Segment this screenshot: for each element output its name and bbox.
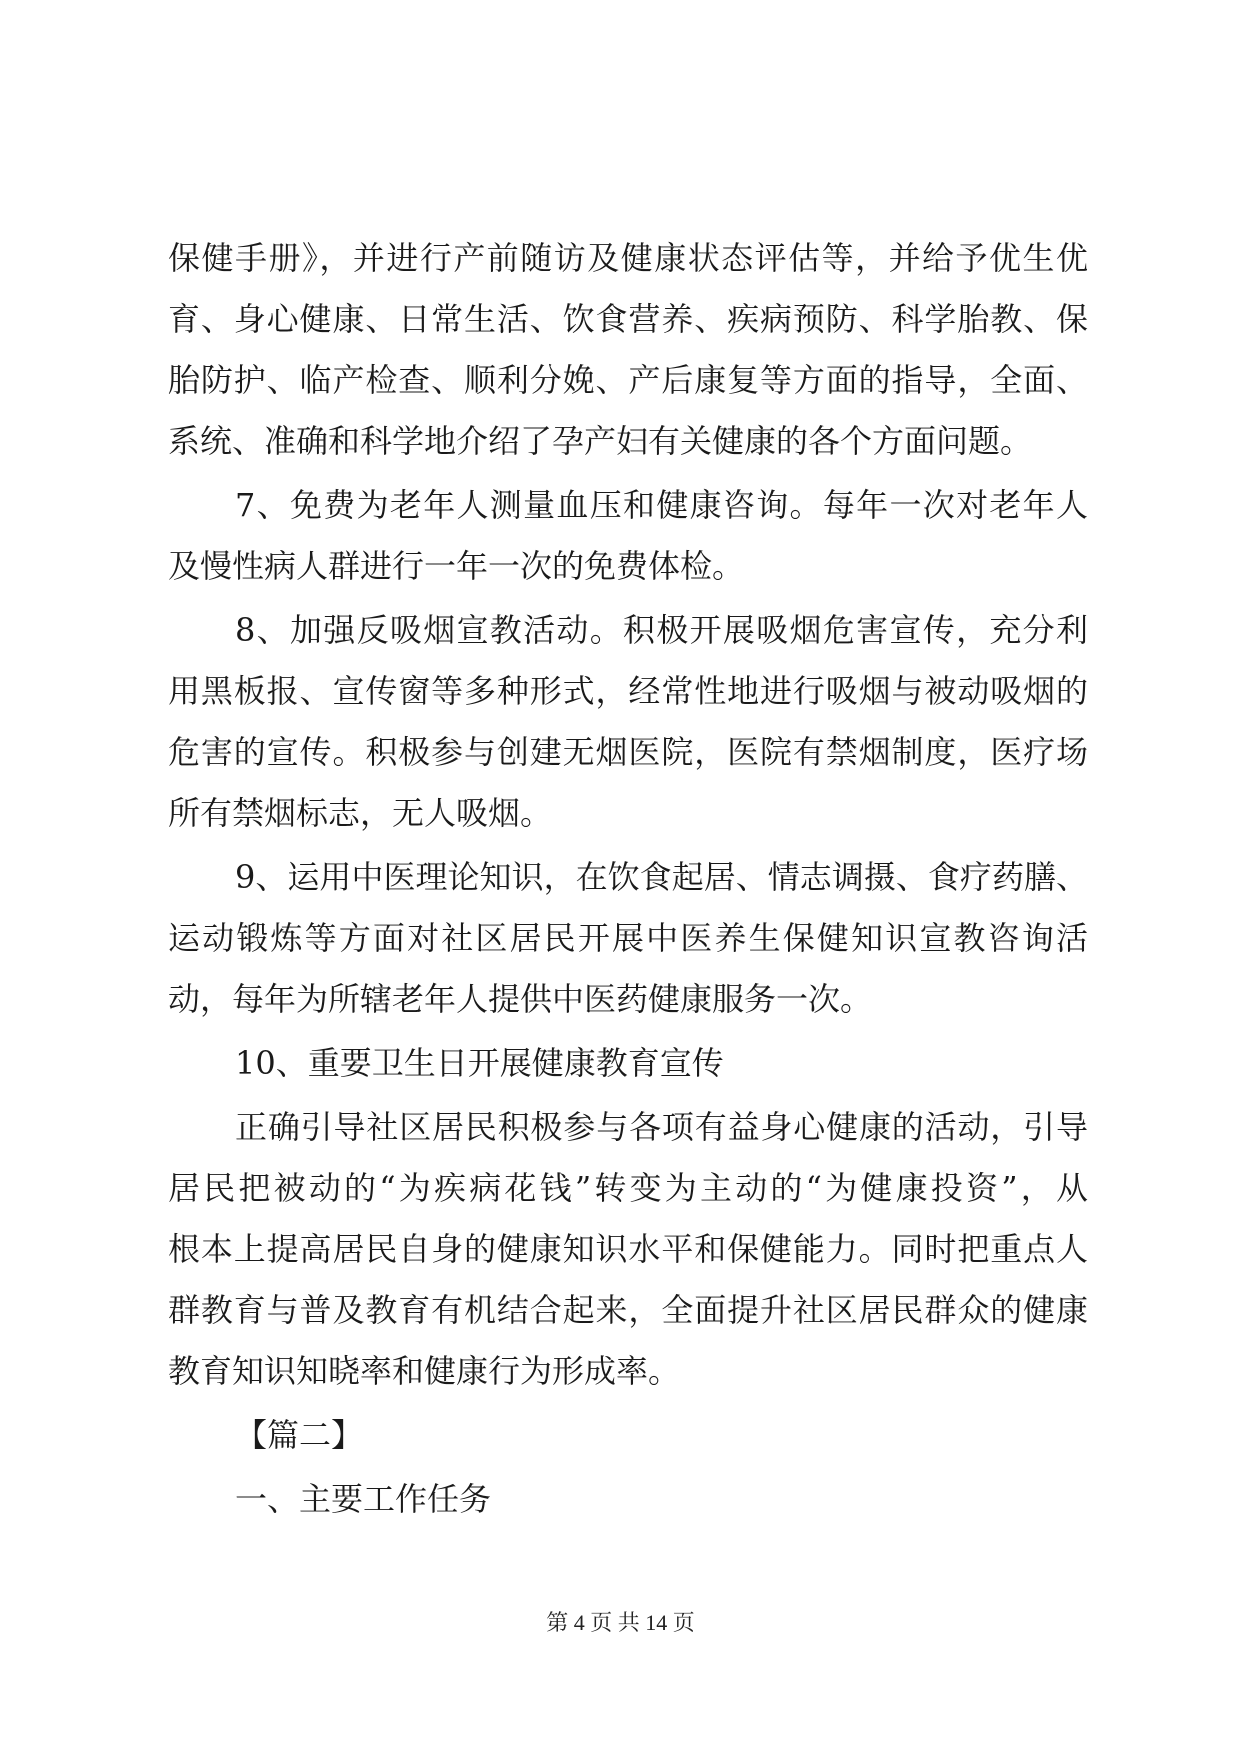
- section-heading: 【篇二】: [235, 1416, 364, 1454]
- text-line: 危害的宣传。积极参与创建无烟医院，医院有禁烟制度，医疗场: [168, 733, 1088, 771]
- text-line: 动，每年为所辖老年人提供中医药健康服务一次。: [168, 980, 873, 1018]
- body-text: [168, 228, 1088, 1530]
- text-line: 保健手册》，并进行产前随访及健康状态评估等，并给予优生优: [168, 239, 1088, 277]
- paragraph-body: 正确引导社区居民积极参与各项有益身心健康的活动，引导: [235, 1108, 1088, 1146]
- text-line: 育、身心健康、日常生活、饮食营养、疾病预防、科学胎教、保: [168, 300, 1088, 338]
- paragraph-item-8: 8、加强反吸烟宣教活动。积极开展吸烟危害宣传，充分利: [235, 611, 1088, 649]
- text-line: 用黑板报、宣传窗等多种形式，经常性地进行吸烟与被动吸烟的: [168, 672, 1088, 710]
- text-line: 及慢性病人群进行一年一次的免费体检。: [168, 547, 745, 585]
- text-line: 所有禁烟标志，无人吸烟。: [168, 794, 553, 832]
- text-line: 居民把被动的“为疾病花钱”转变为主动的“为健康投资”，从: [168, 1169, 1088, 1207]
- text-line: 根本上提高居民自身的健康知识水平和保健能力。同时把重点人: [168, 1230, 1088, 1268]
- paragraph-item-7: 7、免费为老年人测量血压和健康咨询。每年一次对老年人: [235, 486, 1088, 524]
- text-line: 系统、准确和科学地介绍了孕产妇有关健康的各个方面问题。: [168, 422, 1033, 460]
- text-line: 运动锻炼等方面对社区居民开展中医养生保健知识宣教咨询活: [168, 919, 1088, 957]
- paragraph-item-10: 10、重要卫生日开展健康教育宣传: [235, 1044, 724, 1082]
- subsection-heading: 一、主要工作任务: [235, 1480, 492, 1518]
- paragraph-item-9: 9、运用中医理论知识，在饮食起居、情志调摄、食疗药膳、: [235, 858, 1088, 896]
- text-line: 群教育与普及教育有机结合起来，全面提升社区居民群众的健康: [168, 1291, 1088, 1329]
- text-line: 教育知识知晓率和健康行为形成率。: [168, 1352, 681, 1390]
- text-line: 胎防护、临产检查、顺利分娩、产后康复等方面的指导，全面、: [168, 361, 1088, 399]
- page-number: 第 4 页 共 14 页: [546, 1610, 695, 1635]
